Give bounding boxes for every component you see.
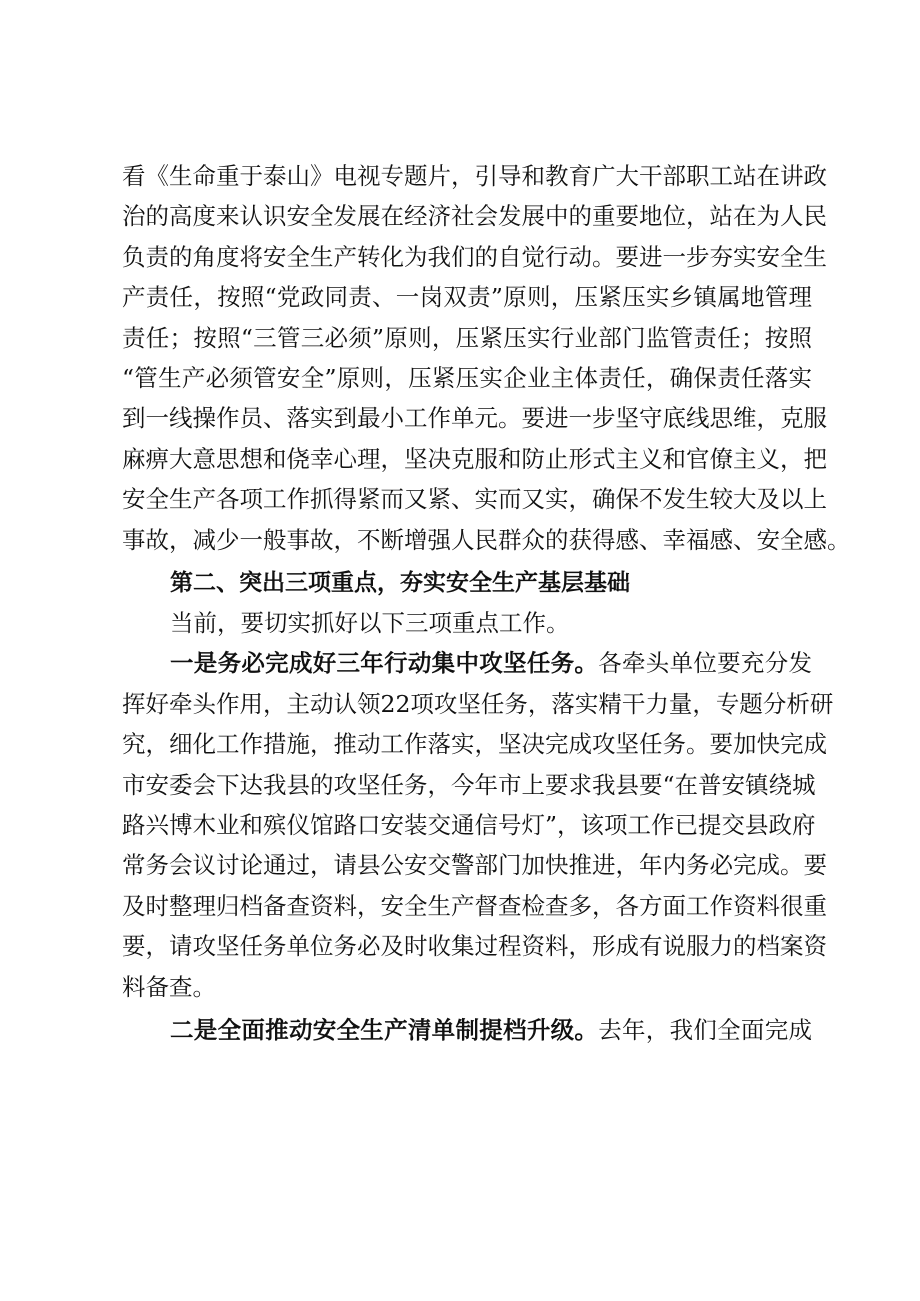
item1-first-rest: 各牵头单位要充分发 xyxy=(598,649,813,677)
paragraph-line: 到一线操作员、落实到最小工作单元。要进一步坚守底线思维，克服 xyxy=(122,404,827,432)
item2-first-line xyxy=(170,1014,812,1046)
paragraph-line: 路兴博木业和殡仪馆路口安装交通信号灯”，该项工作已提交县政府 xyxy=(122,811,816,839)
paragraph-line: 事故，减少一般事故，不断增强人民群众的获得感、幸福感、安全感。 xyxy=(122,526,851,554)
item2-lead: 二是全面推动安全生产清单制提档升级。 xyxy=(170,1016,599,1044)
item2-first-rest: 去年，我们全面完成 xyxy=(598,1016,813,1044)
paragraph-line: 常务会议讨论通过，请县公安交警部门加快推进，年内务必完成。要 xyxy=(122,851,827,879)
paragraph-line: 责任；按照“三管三必须”原则，压紧压实行业部门监管责任；按照 xyxy=(122,324,812,352)
paragraph-line: 挥好牵头作用，主动认领22项攻坚任务，落实精干力量，专题分析研 xyxy=(122,690,834,718)
paragraph-line: 究，细化工作措施，推动工作落实，坚决完成攻坚任务。要加快完成 xyxy=(122,730,827,758)
paragraph-line: 负责的角度将安全生产转化为我们的自觉行动。要进一步夯实安全生 xyxy=(122,243,827,271)
intro-line: 当前，要切实抓好以下三项重点工作。 xyxy=(170,609,570,637)
paragraph-line: “管生产必须管安全”原则，压紧压实企业主体责任，确保责任落实 xyxy=(122,364,812,392)
item1-first-line xyxy=(170,647,812,679)
paragraph-line: 看《生命重于泰山》电视专题片，引导和教育广大干部职工站在讲政 xyxy=(122,162,827,190)
paragraph-line: 安全生产各项工作抓得紧而又紧、实而又实，确保不发生较大及以上 xyxy=(122,485,827,513)
paragraph-line: 产责任，按照“党政同责、一岗双责”原则，压紧压实乡镇属地管理 xyxy=(122,283,812,311)
paragraph-line: 及时整理归档备查资料，安全生产督查检查多，各方面工作资料很重 xyxy=(122,892,827,920)
paragraph-line: 麻痹大意思想和侥幸心理，坚决克服和防止形式主义和官僚主义，把 xyxy=(122,445,827,473)
item1-lead: 一是务必完成好三年行动集中攻坚任务。 xyxy=(170,649,599,677)
paragraph-line: 市安委会下达我县的攻坚任务，今年市上要求我县要“在普安镇绕城 xyxy=(122,771,816,799)
paragraph-line: 治的高度来认识安全发展在经济社会发展中的重要地位，站在为人民 xyxy=(122,202,827,230)
section-heading: 第二、突出三项重点，夯实安全生产基层基础 xyxy=(170,570,630,596)
paragraph-line: 要，请攻坚任务单位务必及时收集过程资料，形成有说服力的档案资 xyxy=(122,932,827,960)
paragraph-line: 料备查。 xyxy=(122,973,216,1001)
